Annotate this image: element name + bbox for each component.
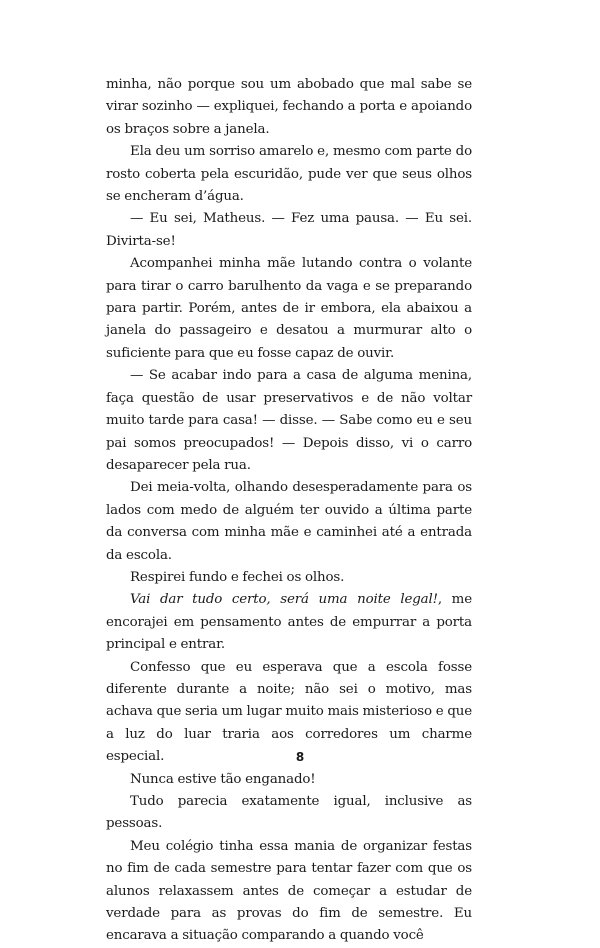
paragraph: Nunca estive tão enganado! xyxy=(130,771,316,787)
paragraph-italic-thought xyxy=(106,589,472,656)
paragraph: Meu colégio tinha essa mania de organizar festas no fim de cada semestre para tentar fazer com que os alunos relaxassem antes de começar a estudar de verdade para as provas do fim de semestre. Eu encarava a situação comparando a quando você xyxy=(106,838,472,944)
paragraph: Acompanhei minha mãe lutando contra o volante para tirar o carro barulhento da vaga e se preparando para partir. Porém, antes de ir embora, ela abaixou a janela do passageiro e desatou a murmurar alto o suficiente para que eu fosse capaz de ouvir. xyxy=(106,256,472,361)
paragraph-rest: , me encorajei em pensamento antes de empurrar a porta principal e entrar. xyxy=(106,592,472,653)
italic-thought: Vai dar tudo certo, será uma noite legal! xyxy=(130,592,438,608)
paragraph: Confesso que eu esperava que a escola fosse diferente durante a noite; não sei o motivo, mas achava que seria um lugar muito mais misterioso e que a luz do luar traria aos corredores um charme especial. xyxy=(106,659,472,765)
paragraph: Tudo parecia exatamente igual, inclusive as pessoas. xyxy=(106,794,472,832)
paragraph: — Eu sei, Matheus. — Fez uma pausa. — Eu sei. Divirta-se! xyxy=(106,211,472,249)
body-text xyxy=(106,74,472,948)
paragraph: Respirei fundo e fechei os olhos. xyxy=(130,569,345,585)
paragraph: Ela deu um sorriso amarelo e, mesmo com parte do rosto coberta pela escuridão, pude ver que seus olhos se encheram d’água. xyxy=(106,144,472,205)
paragraph: minha, não porque sou um abobado que mal sabe se virar sozinho — expliquei, fechando a porta e apoiando os braços sobre a janela. xyxy=(106,77,472,137)
paragraph: Dei meia-volta, olhando desesperadamente para os lados com medo de alguém ter ouvido a última parte da conversa com minha mãe e caminhei até a entrada da escola. xyxy=(106,480,472,563)
paragraph: — Se acabar indo para a casa de alguma menina, faça questão de usar preservativos e de não voltar muito tarde para casa! — disse. — Sabe como eu e seu pai somos preocupados! — Depois disso, vi o carro desaparecer pela rua. xyxy=(106,368,472,473)
page-number: 8 xyxy=(295,750,305,764)
